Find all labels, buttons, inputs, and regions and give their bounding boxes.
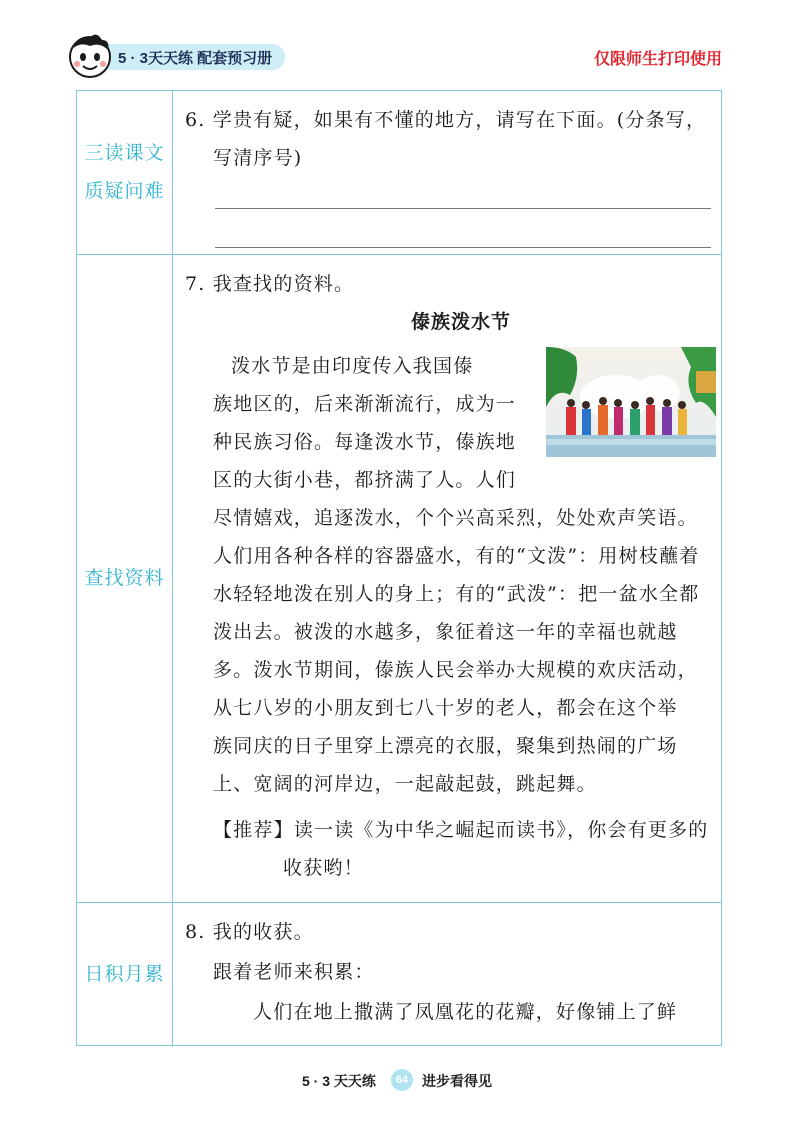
page-footer [0,1069,800,1093]
footer-series: 5 · 3 天天练 [302,1073,376,1089]
recommend-text: 【推荐】读一读《为中华之崛起而读书》，你会有更多的 [213,819,709,841]
section-accumulation [77,903,721,1047]
series-label: 5 · 3天天练 配套预习册 [118,50,273,67]
article-line: 水轻轻地泼在别人的身上；有的“武泼”：把一盆水全都 [213,583,700,605]
section-label: 三读课文 质疑问难 [77,91,173,254]
article-line: 人们用各种各样的容器盛水，有的“文泼”：用树枝蘸着 [213,545,700,567]
water-festival-photo [546,347,716,457]
answer-line[interactable] [215,247,711,248]
mascot-icon [66,30,124,82]
article-line: 泼出去。被泼的水越多，象征着这一年的幸福也就越 [213,621,678,643]
article-title: 傣族泼水节 [411,312,512,333]
article-line: 族同庆的日子里穿上漂亮的衣服，聚集到热闹的广场 [213,735,678,757]
page-number: 64 [391,1069,413,1091]
article-line: 区的大街小巷，都挤满了人。人们 [213,469,517,491]
worksheet-table [76,90,722,1046]
print-notice: 仅限师生打印使用 [593,51,722,68]
article-line: 从七八岁的小朋友到七八十岁的老人，都会在这个举 [213,697,678,719]
question-text-cont: 写清序号) [213,147,303,169]
article-line: 尽情嬉戏，追逐泼水，个个兴高采烈，处处欢声笑语。 [213,507,698,529]
question-text: 6. 学贵有疑，如果有不懂的地方，请写在下面。(分条写， [185,109,707,131]
article-line: 多。泼水节期间，傣族人民会举办大规模的欢庆活动， [213,659,698,681]
article-line: 族地区的，后来渐渐流行，成为一 [213,393,517,415]
recommend-text-cont: 收获哟！ [283,857,364,879]
answer-line[interactable] [215,208,711,209]
article-line: 泼水节是由印度传入我国傣 [231,355,474,377]
instruction-text: 跟着老师来积累： [213,961,375,983]
section-question-doubts [77,91,721,255]
section-label: 查找资料 [77,255,173,902]
excerpt-text: 人们在地上撒满了凤凰花的花瓣，好像铺上了鲜 [253,1001,678,1023]
article-line: 上、宽阔的河岸边，一起敲起鼓，跳起舞。 [213,773,597,795]
footer-slogan: 进步看得见 [422,1073,492,1089]
article-line: 种民族习俗。每逢泼水节，傣族地 [213,431,517,453]
question-text: 8. 我的收获。 [185,921,314,943]
section-label: 日积月累 [77,903,173,1047]
question-text: 7. 我查找的资料。 [185,273,355,295]
